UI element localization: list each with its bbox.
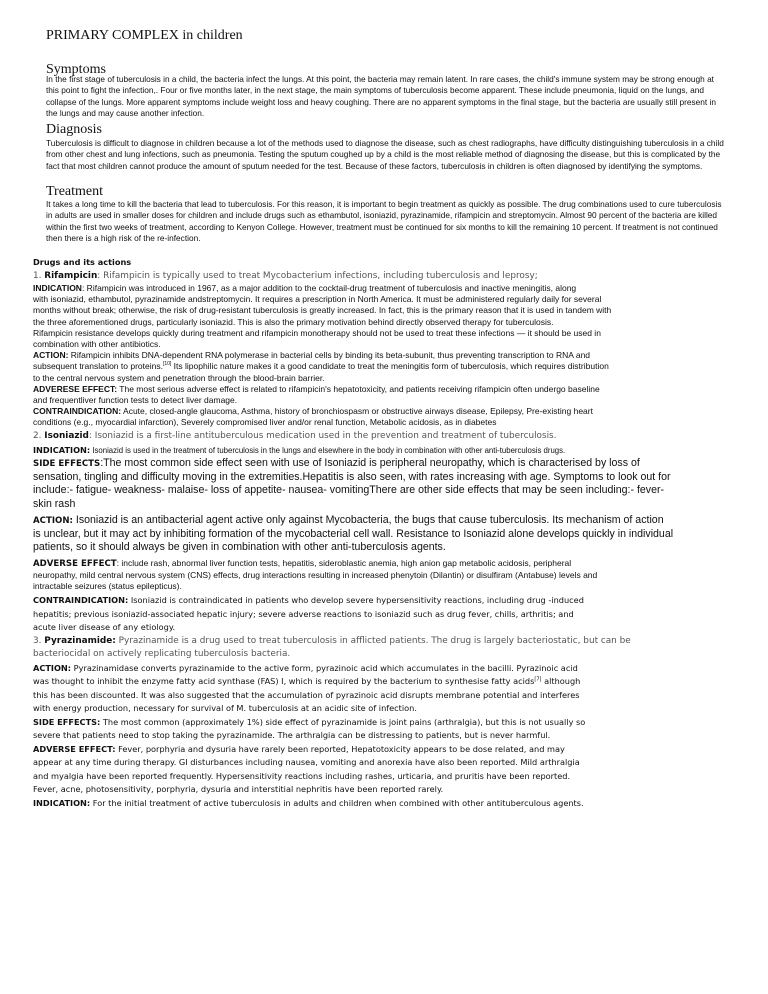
pyrazinamide-name: Pyrazinamide: [44,635,116,646]
rifampicin-contra-label: CONTRAINDICATION: [33,406,122,417]
rifampicin-indication-text: : Rifampicin was introduced in 1967, as a major addition to the cocktail-drug treatment of tuberculosis and inactive meningitis, along [81,283,577,293]
isoniazid-action-label: ACTION: [33,515,73,526]
page-title: PRIMARY COMPLEX in children [46,28,243,43]
isoniazid-side-line: include:- fatigue- weakness- malaise- loss of appetite- nausea- vomitingThere are other side effects that may be seen including:- fever- [33,484,665,497]
rifampicin-intro [33,269,735,283]
pyrazinamide-adverse-line: Fever, acne, photosensitivity, porphyria, dysuria and interstitial nephritis have been reported rarely. [33,784,444,795]
pyrazinamide-side-text: The most common (approximately 1%) side effect of pyrazinamide is joint pains (arthralgia), but this is not usually so [100,716,586,727]
rifampicin-contra-line [33,406,735,417]
isoniazid-side-text: :The most common side effect seen with use of Isoniazid is peripheral neuropathy, which is characterised by loss of [100,456,640,469]
pyrazinamide-adverse-line [33,743,735,757]
pyrazinamide-intro-line: bacteriocidal on actively replicating tuberculosis bacteria. [33,649,291,660]
rifampicin-adverse-line: and frequentliver function tests to detect liver damage. [33,395,238,406]
rifampicin-indication-line: months without break; otherwise, the risk of drug-resistant tuberculosis is greatly increased. In fact, this is the primary reason that it is used in tandem with [33,305,612,316]
pyrazinamide-side-line: severe that patients need to stop taking the pyrazinamide. The arthralgia can be distressing to patients, but is never harmful. [33,730,551,741]
rifampicin-action-line: to the central nervous system and penetration through the blood-brain barrier. [33,372,325,383]
symptoms-text: In the first stage of tuberculosis in a child, the bacteria infect the lungs. At this point, the bacteria may remain latent. In rare cases, the child's immune system may be strong enough at this point to fight the infection,. Four or five months later, in the next stage, the main symptoms of tuberculosis become apparent. These include pneumonia, liquid on the lungs, and collapse of the lungs. More apparent symptoms include weight loss and heavy coughing. There are no apparent symptoms in the final stage, but the bacteria are usually still present in the lungs and may cause another infection. [46,74,716,118]
pyrazinamide-side-line [33,716,735,730]
pyrazinamide-adverse-line: and myalgia have been reported frequently. Hypersensitivity reactions including rashes, urticaria, and pruritis have been reported. [33,770,571,781]
rifampicin-contra-line: conditions (e.g., myocardial infarction), Severely compromised liver and/or renal function, Metabolic acidosis, as in diabetes [33,417,497,428]
pyrazinamide-action-text: although [541,676,581,687]
pyrazinamide-action-label: ACTION: [33,662,72,673]
isoniazid-adverse-text: : include rash, abnormal liver function tests, hepatitis, sideroblastic anemia, high anion gap metabolic acidosis, peripheral [116,557,572,568]
isoniazid-side-line: sensation, tingling and difficulty moving in the extremities.Hepatitis is also seen, with rates increasing with age. Symptoms to look out for [33,470,671,483]
rifampicin-indication-line: with isoniazid, ethambutol, pyrazinamide andstreptomycin. It requires a prescription in North America. It must be administered regularly daily for several [33,294,602,305]
pyrazinamide-indication-line [33,797,735,811]
isoniazid-adverse-line [33,558,735,570]
rifampicin-name: Rifampicin [44,271,98,281]
rifampicin-indication-label: INDICATION [33,283,82,293]
diagnosis-text: Tuberculosis is difficult to diagnose in children because a lot of the methods used to diagnose the disease, such as chest radiographs, have difficulty distinguishing tuberculosis in a child from other chest and lung infections, such as pneumonia. Testing the sputum coughed up by a child is the most reliable method of diagnosing the disease, but this is complicated by the fact that most children cannot produce the amount of sputum needed for the test. Because of these factors, tuberculosis in children is often diagnosed by identifying the symptoms. [46,138,724,171]
pyrazinamide-indication-label: INDICATION: [33,797,91,808]
pyrazinamide-adverse-text: Fever, porphyria and dysuria have rarely been reported, Hepatotoxicity appears to be dose related, and may [115,743,565,754]
isoniazid-action-line: is unclear, but it may act by inhibiting formation of the mycobacterial cell wall. Resistance to Isoniazid alone develops quickly in individual [33,528,674,541]
rifampicin-action-text: subsequent translation to proteins. [33,361,163,372]
rifampicin-adverse-line [33,384,735,395]
isoniazid-indication-label: INDICATION: [33,444,91,455]
rifampicin-indication-line: Rifampicin resistance develops quickly during treatment and rifampicin monotherapy should not be used to treat these infections — it should be used in [33,327,601,338]
pyrazinamide-indication-text: For the initial treatment of active tuberculosis in adults and children when combined with other antituberculous agents. [90,797,584,808]
rifampicin-action-line [33,361,735,372]
pyrazinamide-intro [33,635,735,649]
treatment-text: It takes a long time to kill the bacteria that lead to tuberculosis. For this reason, it is important to begin treatment as quickly as possible. The drug combinations used to cure tuberculosis in adults are used in smaller doses for children and include drugs such as ethambutol, isoniazid, pyrazinamide, rifampicin and streptomycin. Almost 90 percent of the bacteria are killed within the first two weeks of treatment, according to Kenyon College. However, treatment must be continued for six months to kill the remaining 10 percent. If treatment is not continued then there is a high risk of the re-infection. [46,199,722,243]
isoniazid-action-text: Isoniazid is an antibacterial agent active only against Mycobacteria, the bugs that cause tuberculosis. Its mechanism of action [72,513,664,526]
rifampicin-action-label: ACTION: [33,350,69,361]
isoniazid-side-line: skin rash [33,497,76,510]
isoniazid-contra-text: Isoniazid is contraindicated in patients who develop severe hypersensitivity reactions, including drug -induced [128,595,584,606]
rifampicin-indication-line [33,283,735,294]
rifampicin-action-text: Its lipophilic nature makes it a good candidate to treat the meningitis form of tuberculosis, which requires distribution [171,361,609,372]
rifampicin-action-text: Rifampicin inhibits DNA-dependent RNA polymerase in bacterial cells by binding its beta-subunit, thus preventing transcription to RNA and [68,350,591,361]
isoniazid-name: Isoniazid [44,430,89,441]
pyrazinamide-reference: [7] [534,676,542,683]
pyrazinamide-action-text: Pyrazinamidase converts pyrazinamide to the active form, pyrazinoic acid which accumulates in the bacilli. Pyrazinoic acid [71,662,578,673]
isoniazid-intro [33,429,735,444]
isoniazid-side-label: SIDE EFFECTS [33,458,101,469]
rifampicin-action-line [33,350,735,361]
rifampicin-contra-text: Acute, closed-angle glaucoma, Asthma, history of bronchiospasm or obstructive airways disease, Epilepsy, Pre-existing heart [121,406,593,417]
isoniazid-adverse-label: ADVERSE EFFECT [33,558,117,569]
pyrazinamide-action-line: with energy production, necessary for survival of M. tuberculosis at an acidic site of infection. [33,703,417,714]
rifampicin-number: 1. [33,271,45,281]
drugs-section [33,256,735,810]
isoniazid-contra-line [33,594,735,608]
isoniazid-contra-line: acute liver disease of any etiology. [33,622,176,633]
isoniazid-indication-line [33,444,735,457]
rifampicin-adverse-text: The most serious adverse effect is related to rifampicin's hepatotoxicity, and patients receiving rifampicin often undergo baseline [117,383,600,394]
isoniazid-adverse-line: intractable seizures (status epilepticus). [33,581,182,592]
pyrazinamide-adverse-line: appear at any time during therapy. GI disturbances including nausea, vomiting and anorexia have also been reported. Mild arthralgia [33,757,580,768]
treatment-heading: Treatment [46,184,104,199]
isoniazid-adverse-line: neuropathy, mild central nervous system (CNS) effects, drug interactions resulting in increased phenytoin (Dilantin) or disulfiram (Antabuse) levels and [33,569,598,580]
diagnosis-heading: Diagnosis [46,122,102,137]
isoniazid-contra-line: hepatitis; previous isoniazid-associated hepatic injury; severe adverse reactions to isoniazid such as drug fever, chills, arthritis; and [33,608,574,619]
pyrazinamide-adverse-label: ADVERSE EFFECT: [33,743,116,754]
drugs-heading: Drugs and its actions [33,257,132,267]
pyrazinamide-action-line [33,675,735,689]
isoniazid-action-line: patients, so it should always be given in combination with other anti-tuberculosis agents. [33,541,446,554]
pyrazinamide-intro-text: Pyrazinamide is a drug used to treat tuberculosis in afflicted patients. The drug is largely bacteriostatic, but can be [115,635,631,646]
isoniazid-number: 2. [33,430,45,441]
pyrazinamide-number: 3. [33,635,45,646]
rifampicin-indication-line: combination with other antibiotics. [33,339,161,350]
pyrazinamide-action-text: was thought to inhibit the enzyme fatty acid synthase (FAS) I, which is required by the bacterium to synthesise fatty acids [33,676,535,687]
rifampicin-reference: [10] [162,361,172,368]
isoniazid-indication-text: Isoniazid is used in the treatment of tuberculosis in the lungs and elsewhere in the body in combination with other anti-tuberculosis drugs. [90,445,566,455]
pyrazinamide-action-line: this has been discounted. It was also suggested that the accumulation of pyrazinoic acid disrupts membrane potential and interferes [33,689,580,700]
pyrazinamide-action-line [33,662,735,676]
isoniazid-intro-text: : Isoniazid is a first-line antituberculous medication used in the prevention and treatment of tuberculosis. [88,430,557,441]
rifampicin-indication-line: the three aforementioned drugs, particularly isoniazid. This is also the primary motivation behind directly observed therapy for tuberculosis. [33,316,554,327]
rifampicin-adverse-label: ADVERESE EFFECT: [33,383,118,394]
isoniazid-action-line [33,514,735,528]
isoniazid-side-line [33,457,735,471]
pyrazinamide-side-label: SIDE EFFECTS: [33,716,101,727]
rifampicin-intro-text: : Rifampicin is typically used to treat Mycobacterium infections, including tuberculosis and leprosy; [97,271,538,281]
isoniazid-contra-label: CONTRAINDICATION: [33,595,129,606]
symptoms-heading: Symptoms [46,62,106,77]
